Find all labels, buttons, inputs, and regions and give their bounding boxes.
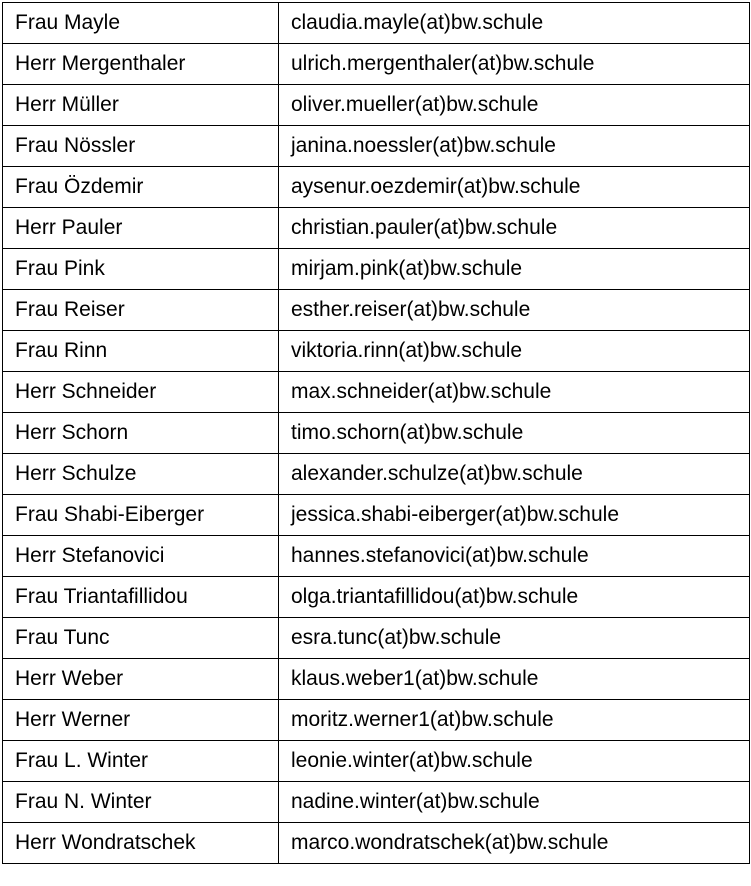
teacher-name-cell: Herr Schulze [3, 454, 279, 495]
teacher-email-cell: moritz.werner1(at)bw.schule [279, 700, 750, 741]
teacher-email-cell: aysenur.oezdemir(at)bw.schule [279, 167, 750, 208]
teacher-name-cell: Frau Tunc [3, 618, 279, 659]
teacher-name-cell: Frau L. Winter [3, 741, 279, 782]
contact-table-body [3, 3, 750, 864]
teacher-name-cell: Frau Mayle [3, 3, 279, 44]
table-row [3, 85, 750, 126]
teacher-email-cell: alexander.schulze(at)bw.schule [279, 454, 750, 495]
teacher-email-cell: ulrich.mergenthaler(at)bw.schule [279, 44, 750, 85]
table-row [3, 44, 750, 85]
teacher-email-cell: janina.noessler(at)bw.schule [279, 126, 750, 167]
teacher-name-cell: Frau Özdemir [3, 167, 279, 208]
teacher-name-cell: Frau Nössler [3, 126, 279, 167]
teacher-name-cell: Frau Reiser [3, 290, 279, 331]
table-row [3, 290, 750, 331]
table-row [3, 331, 750, 372]
teacher-email-cell: christian.pauler(at)bw.schule [279, 208, 750, 249]
table-row [3, 167, 750, 208]
teacher-name-cell: Herr Stefanovici [3, 536, 279, 577]
teacher-name-cell: Frau Shabi-Eiberger [3, 495, 279, 536]
teacher-email-cell: marco.wondratschek(at)bw.schule [279, 823, 750, 864]
teacher-name-cell: Frau Pink [3, 249, 279, 290]
table-row [3, 536, 750, 577]
teacher-email-cell: oliver.mueller(at)bw.schule [279, 85, 750, 126]
table-row [3, 495, 750, 536]
teacher-name-cell: Frau N. Winter [3, 782, 279, 823]
teacher-name-cell: Frau Rinn [3, 331, 279, 372]
teacher-email-cell: leonie.winter(at)bw.schule [279, 741, 750, 782]
teacher-email-cell: hannes.stefanovici(at)bw.schule [279, 536, 750, 577]
teacher-email-cell: klaus.weber1(at)bw.schule [279, 659, 750, 700]
teacher-name-cell: Herr Schorn [3, 413, 279, 454]
teacher-email-cell: esra.tunc(at)bw.schule [279, 618, 750, 659]
teacher-email-cell: jessica.shabi-eiberger(at)bw.schule [279, 495, 750, 536]
table-row [3, 659, 750, 700]
teacher-email-cell: viktoria.rinn(at)bw.schule [279, 331, 750, 372]
teacher-email-cell: claudia.mayle(at)bw.schule [279, 3, 750, 44]
table-row [3, 741, 750, 782]
table-row [3, 577, 750, 618]
teacher-email-cell: nadine.winter(at)bw.schule [279, 782, 750, 823]
table-row [3, 208, 750, 249]
teacher-email-cell: esther.reiser(at)bw.schule [279, 290, 750, 331]
teacher-email-cell: mirjam.pink(at)bw.schule [279, 249, 750, 290]
table-row [3, 126, 750, 167]
table-row [3, 454, 750, 495]
contact-table [2, 2, 750, 864]
teacher-name-cell: Herr Müller [3, 85, 279, 126]
table-row [3, 700, 750, 741]
table-row [3, 413, 750, 454]
teacher-name-cell: Herr Mergenthaler [3, 44, 279, 85]
table-row [3, 823, 750, 864]
teacher-email-cell: max.schneider(at)bw.schule [279, 372, 750, 413]
table-row [3, 3, 750, 44]
table-row [3, 782, 750, 823]
table-row [3, 372, 750, 413]
table-row [3, 249, 750, 290]
teacher-name-cell: Herr Schneider [3, 372, 279, 413]
teacher-name-cell: Herr Wondratschek [3, 823, 279, 864]
table-row [3, 618, 750, 659]
teacher-name-cell: Herr Werner [3, 700, 279, 741]
teacher-name-cell: Frau Triantafillidou [3, 577, 279, 618]
teacher-name-cell: Herr Weber [3, 659, 279, 700]
teacher-email-cell: olga.triantafillidou(at)bw.schule [279, 577, 750, 618]
teacher-email-cell: timo.schorn(at)bw.schule [279, 413, 750, 454]
teacher-name-cell: Herr Pauler [3, 208, 279, 249]
